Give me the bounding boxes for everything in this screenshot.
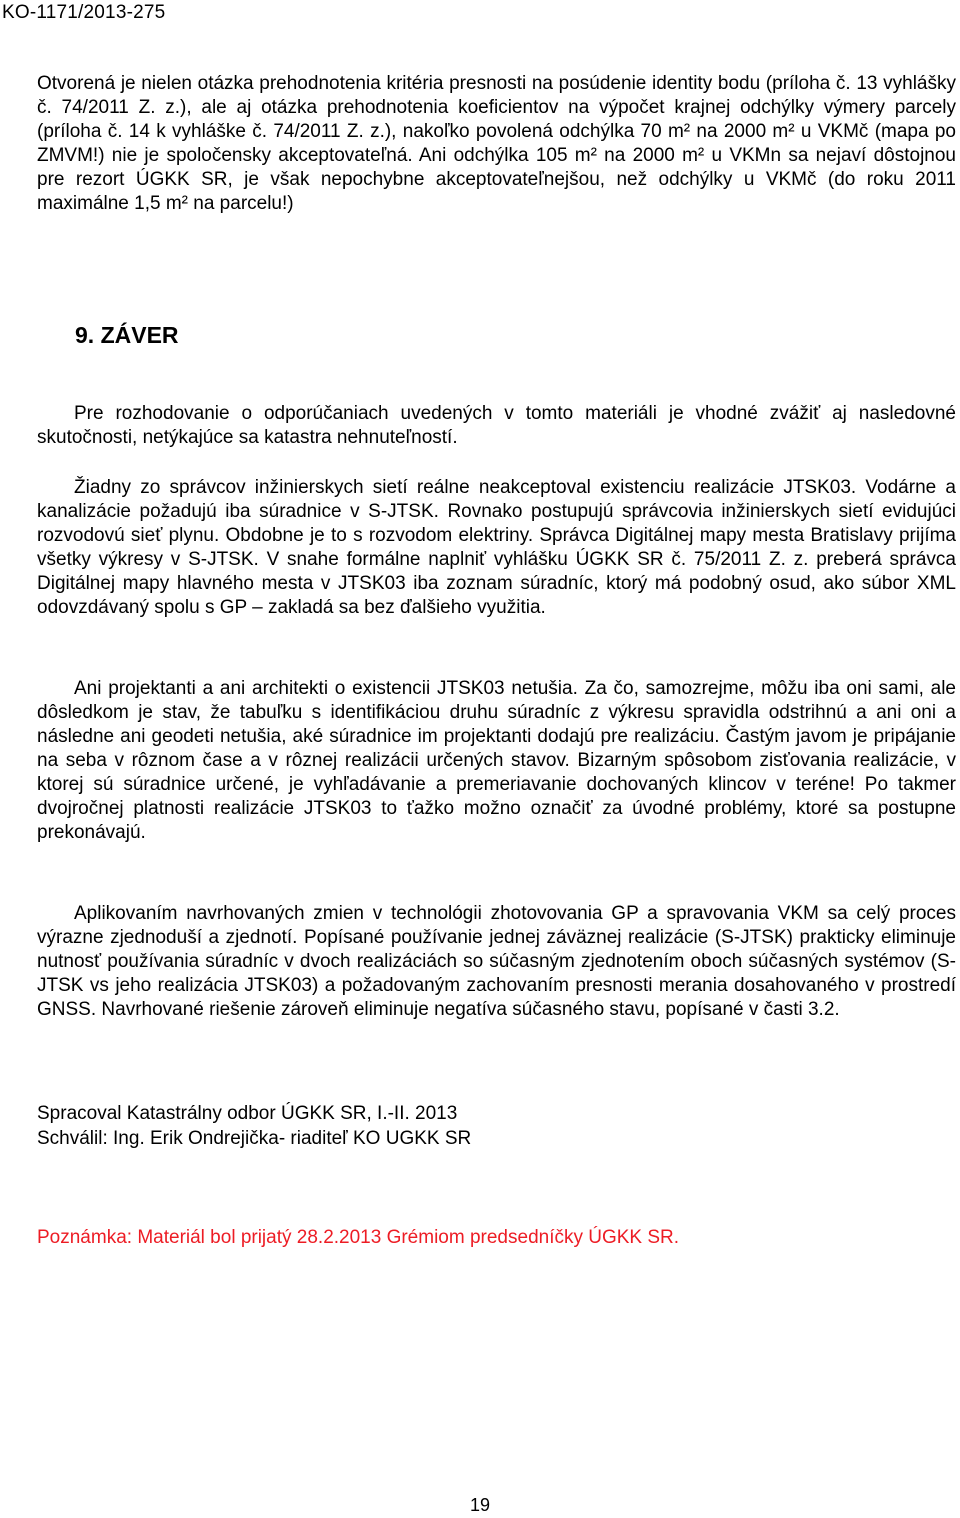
- intro-paragraph: Otvorená je nielen otázka prehodnotenia kritéria presnosti na posúdenie identity bodu (príloha č. 13 vyhlášky č. 74/2011 Z. z.), ale aj otázka prehodnotenia koeficientov na výpočet krajnej odchýlky výmery parcely (príloha č. 14 k vyhláške č. 74/2011 Z. z.), nakoľko povolená odchýlka 70 m² na 2000 m² u VKMč (mapa po ZMVM!) nie je spoločensky akceptovateľná. Ani odchýlka 105 m² na 2000 m² u VKMn sa nejaví dôstojnou pre rezort ÚGKK SR, je však nepochybne akceptovateľnejšou, než odchýlky u VKMč (do roku 2011 maximálne 1,5 m² na parcelu!): [37, 73, 956, 214]
- section-heading: 9. ZÁVER: [75, 322, 179, 348]
- paragraph-2: Žiadny zo správcov inžinierskych sietí reálne neakceptoval existenciu realizácie JTSK03. Vodárne a kanalizácie požadujú iba súradnice v S-JTSK. Rovnako postupujú správcovia inžinierskych sietí evidujúci rozvodovú sieť plynu. Obdobne je to s rozvodom elektriny. Správca Digitálnej mapy mesta Bratislavy prijíma všetky výkresy v S-JTSK. V snahe formálne naplniť vyhlášku ÚGKK SR č. 75/2011 Z. z. preberá správca Digitálnej mapy hlavného mesta v JTSK03 iba zoznam súradníc, ktorý má podobný osud, ako súbor XML odovzdávaný spolu s GP – zakladá sa bez ďalšieho využitia.: [37, 477, 956, 618]
- prepared-by: Spracoval Katastrálny odbor ÚGKK SR, I.-II. 2013: [37, 1103, 458, 1124]
- page-number: 19: [469, 1495, 491, 1515]
- paragraph-1: Pre rozhodovanie o odporúčaniach uvedených v tomto materiáli je vhodné zvážiť aj nasledovné skutočnosti, netýkajúce sa katastra nehnuteľností.: [37, 403, 956, 448]
- paragraph-4: Aplikovaním navrhovaných zmien v technológii zhotovovania GP a spravovania VKM sa celý proces výrazne zjednoduší a zjednotí. Popísané používanie jednej záväznej realizácie (S-JTSK) prakticky eliminuje nutnosť používania súradníc v dvoch realizáciách so súčasným zjednotením oboch súčasných systémov (S-JTSK vs jeho realizácia JTSK03) a požadovaným zachovaním presnosti merania dosahovaného v prostredí GNSS. Navrhované riešenie zároveň eliminuje negatíva súčasného stavu, popísané v časti 3.2.: [37, 903, 956, 1020]
- approved-by: Schválil: Ing. Erik Ondrejička- riaditeľ KO UGKK SR: [37, 1128, 472, 1149]
- paragraph-3: Ani projektanti a ani architekti o existencii JTSK03 netušia. Za čo, samozrejme, môžu iba oni sami, ale dôsledkom je stav, že tabuľku s identifikáciou druhu súradníc z výkresu spravidla odstrihnú a ani oni a následne ani geodeti netušia, aké súradnice im projektanti dodajú pre realizáciu. Častým javom je pripájanie na seba v rôznom čase a v rôznej realizácii určených stavov. Bizarným spôsobom zisťovania realizácie, v ktorej sú súradnice určené, je vyhľadávanie a premeriavanie dochovaných klincov v teréne! Po takmer dvojročnej platnosti realizácie JTSK03 to ťažko možno označiť za úvodné problémy, ktoré sa postupne prekonávajú.: [37, 678, 956, 843]
- note: Poznámka: Materiál bol prijatý 28.2.2013 Grémiom predsedníčky ÚGKK SR.: [37, 1227, 680, 1248]
- document-id: KO-1171/2013-275: [2, 2, 166, 23]
